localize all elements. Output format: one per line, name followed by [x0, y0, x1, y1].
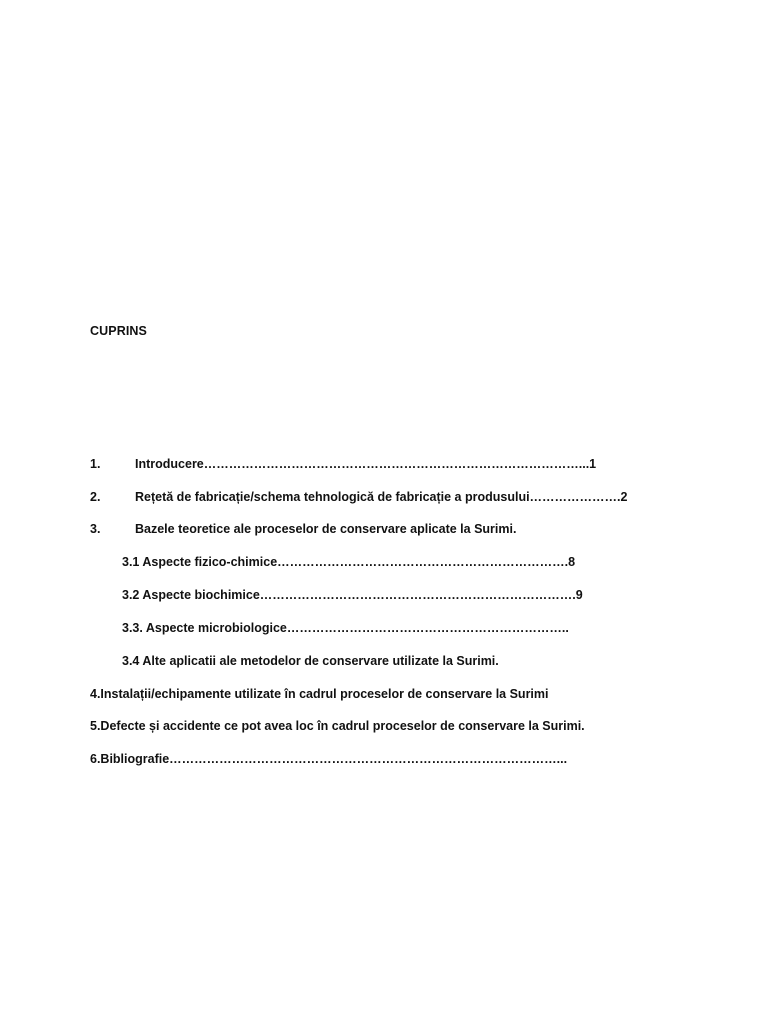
toc-entry-text: 3.3. Aspecte microbiologice…………………………………………………………..	[122, 621, 569, 635]
toc-entry-number: 3.	[90, 522, 101, 536]
toc-entry-number: 1.	[90, 457, 101, 471]
toc-entry-text: Rețetă de fabricație/schema tehnologică de fabricație a produsului………………….2	[135, 490, 628, 504]
toc-entry-text: 5.Defecte și accidente ce pot avea loc în cadrul proceselor de conservare la Surimi.	[90, 719, 585, 733]
toc-entry-text: 3.1 Aspecte fizico-chimice…………………………………………………………….8	[122, 555, 576, 569]
toc-entry-text: 3.4 Alte aplicatii ale metodelor de conservare utilizate la Surimi.	[122, 654, 499, 668]
toc-heading: CUPRINS	[90, 324, 147, 338]
toc-entry-text: 4.Instalații/echipamente utilizate în cadrul proceselor de conservare la Surimi	[90, 687, 549, 701]
toc-entry-text: 3.2 Aspecte biochimice………………………………………………………………….9	[122, 588, 583, 602]
toc-entry-number: 2.	[90, 490, 101, 504]
toc-entry-text: Bazele teoretice ale proceselor de conservare aplicate la Surimi.	[135, 522, 517, 536]
toc-entry-text: Introducere………………………………………………………………………………...1	[135, 457, 597, 471]
toc-entry-text: 6.Bibliografie…………………………………………………………………………………...	[90, 752, 568, 766]
